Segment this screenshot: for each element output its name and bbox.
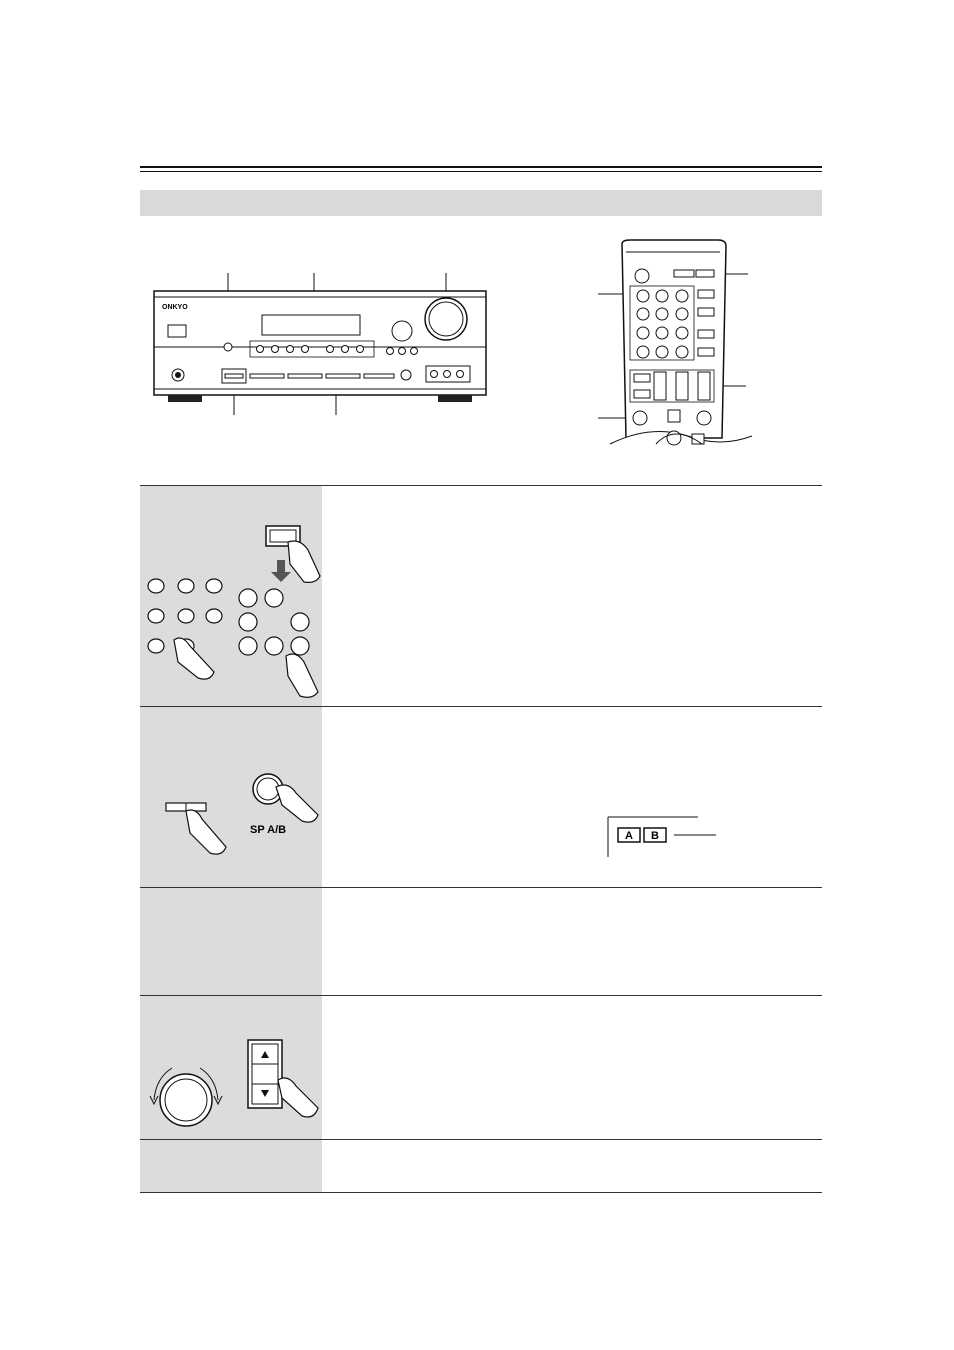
receiver-front-panel [150,265,500,415]
step-row-5 [140,1139,822,1193]
step-1-content [322,486,822,706]
top-rule-thin [140,171,822,172]
brand-label: ONKYO [162,304,188,311]
step-5-illustration [140,1140,322,1192]
step-3-content [322,888,822,995]
section-band [140,190,822,216]
step-2-illustration [140,707,322,887]
step-2-content [322,707,822,887]
speaker-display-indicator [322,707,822,887]
step-4-illustration [140,996,322,1139]
step-row-3 [140,887,822,995]
sp-ab-button-label: SP A/B [250,824,287,836]
steps-table [140,485,822,1193]
step-1-illustration [140,486,322,706]
step-row-2 [140,706,822,887]
step-3-illustration [140,888,322,995]
step-5-content [322,1140,822,1192]
remote-controller [590,238,760,456]
step-row-4 [140,995,822,1139]
top-rule [140,166,822,168]
display-segment-b: B [651,830,659,842]
step-row-1 [140,485,822,706]
display-segment-a: A [625,830,633,842]
step-4-content [322,996,822,1139]
